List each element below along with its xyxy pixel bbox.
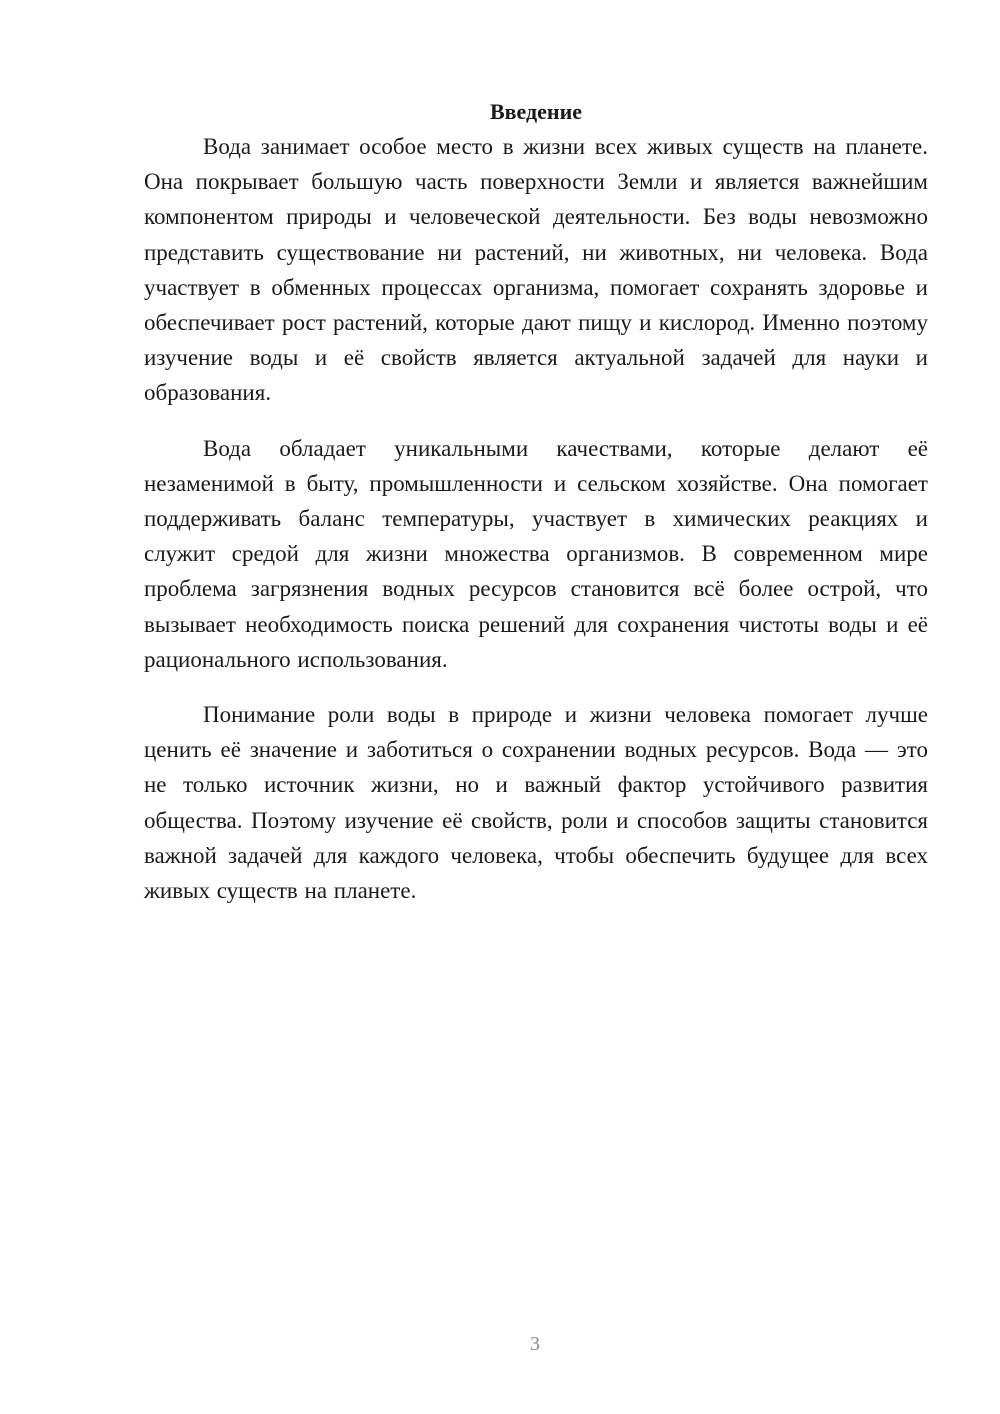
page-content	[144, 94, 928, 928]
paragraph: Понимание роли воды в природе и жизни человека помогает лучше ценить её значение и заботиться о сохранении водных ресурсов. Вода — это не только источник жизни, но и важный фактор устойчивого развития общества. Поэтому изучение её свойств, роли и способов защиты становится важной задачей для каждого человека, чтобы обеспечить будущее для всех живых существ на планете.	[144, 702, 928, 904]
page-number: 3	[530, 1333, 540, 1355]
section-heading: Введение	[489, 99, 583, 124]
paragraph: Вода обладает уникальными качествами, которые делают её незаменимой в быту, промышленности и сельском хозяйстве. Она помогает поддерживать баланс температуры, участвует в химических реакциях и служит средой для жизни множества организмов. В современном мире проблема загрязнения водных ресурсов становится всё более острой, что вызывает необходимость поиска решений для сохранения чистоты воды и её рационального использования.	[144, 435, 928, 672]
paragraph: Вода занимает особое место в жизни всех живых существ на планете. Она покрывает большую часть поверхности Земли и является важнейшим компонентом природы и человеческой деятельности. Без воды невозможно представить существование ни растений, ни животных, ни человека. Вода участвует в обменных процессах организма, помогает сохранять здоровье и обеспечивает рост растений, которые дают пищу и кислород. Именно поэтому изучение воды и её свойств является актуальной задачей для науки и образования.	[144, 134, 928, 406]
